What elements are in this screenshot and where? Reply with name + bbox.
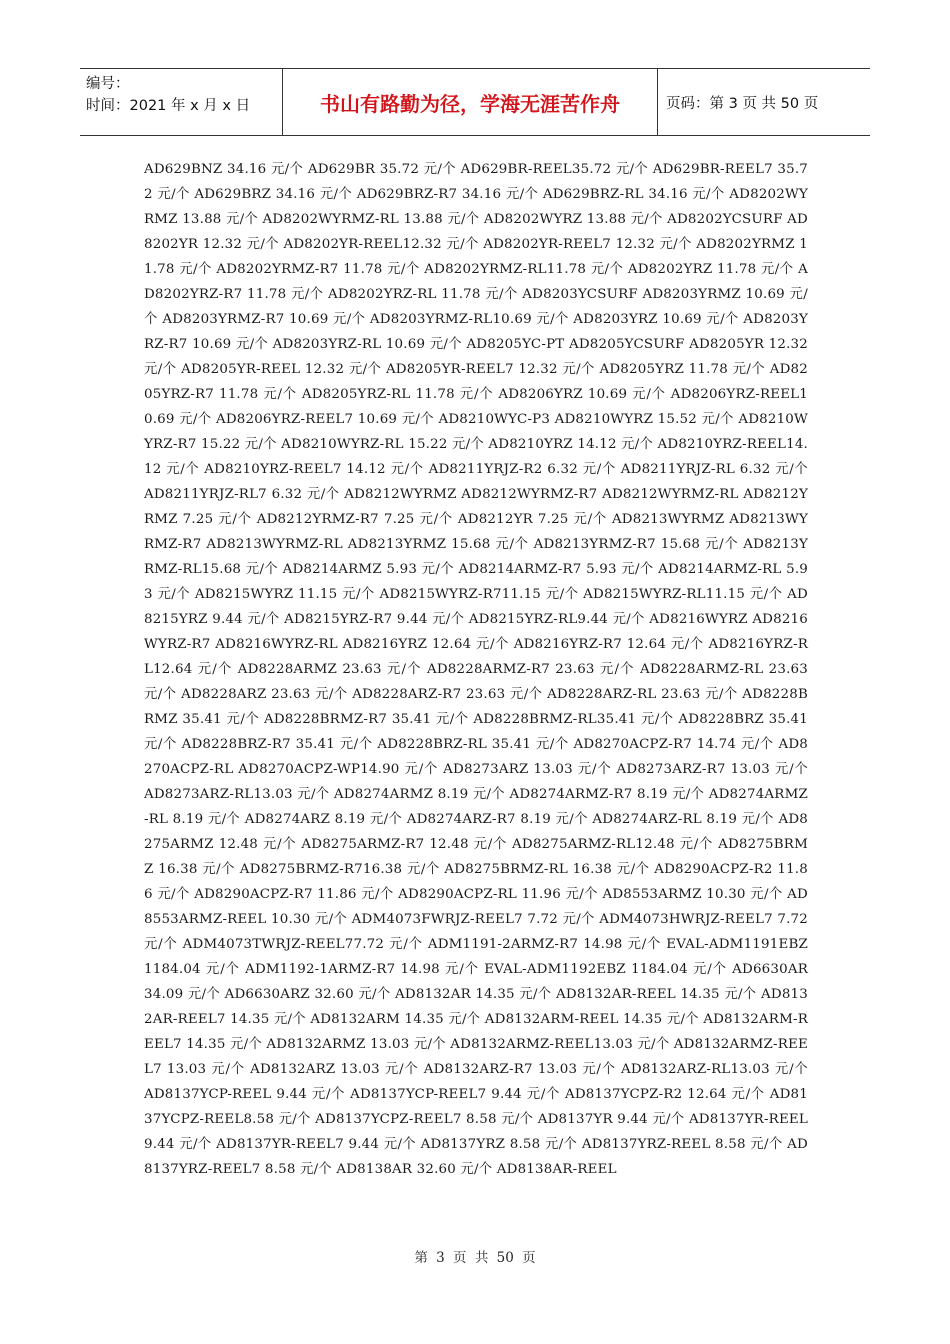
header-page-number: 页码：第 3 页 共 50 页 [666,95,819,112]
header-meta [80,69,282,135]
price-list-body: AD629BNZ 34.16 元/个 AD629BR 35.72 元/个 AD629BR-REEL35.72 元/个 AD629BR-REEL7 35.72 元/个 AD629BRZ 34.16 元/个 AD629BRZ-R7 34.16 元/个 AD629BRZ-RL 34.16 元/个 AD8202WYRMZ 13.88 元/个 AD8202WYRMZ-RL 13.88 元/个 AD8202WYRZ 13.88 元/个 AD8202YCSURF AD8202YR 12.32 元/个 AD8202YR-REEL12.32 元/个 AD8202YR-REEL7 12.32 元/个 AD8202YRMZ 11.78 元/个 AD8202YRMZ-R7 11.78 元/个 AD8202YRMZ-RL11.78 元/个 AD8202YRZ 11.78 元/个 AD8202YRZ-R7 11.78 元/个 AD8202YRZ-RL 11.78 元/个 AD8203YCSURF AD8203YRMZ 10.69 元/个 AD8203YRMZ-R7 10.69 元/个 AD8203YRMZ-RL10.69 元/个 AD8203YRZ 10.69 元/个 AD8203YRZ-R7 10.69 元/个 AD8203YRZ-RL 10.69 元/个 AD8205YC-PT AD8205YCSURF AD8205YR 12.32 元/个 AD8205YR-REEL 12.32 元/个 AD8205YR-REEL7 12.32 元/个 AD8205YRZ 11.78 元/个 AD8205YRZ-R7 11.78 元/个 AD8205YRZ-RL 11.78 元/个 AD8206YRZ 10.69 元/个 AD8206YRZ-REEL10.69 元/个 AD8206YRZ-REEL7 10.69 元/个 AD8210WYC-P3 AD8210WYRZ 15.52 元/个 AD8210WYRZ-R7 15.22 元/个 AD8210WYRZ-RL 15.22 元/个 AD8210YRZ 14.12 元/个 AD8210YRZ-REEL14.12 元/个 AD8210YRZ-REEL7 14.12 元/个 AD8211YRJZ-R2 6.32 元/个 AD8211YRJZ-RL 6.32 元/个 AD8211YRJZ-RL7 6.32 元/个 AD8212WYRMZ AD8212WYRMZ-R7 AD8212WYRMZ-RL AD8212YRMZ 7.25 元/个 AD8212YRMZ-R7 7.25 元/个 AD8212YR 7.25 元/个 AD8213WYRMZ AD8213WYRMZ-R7 AD8213WYRMZ-RL AD8213YRMZ 15.68 元/个 AD8213YRMZ-R7 15.68 元/个 AD8213YRMZ-RL15.68 元/个 AD8214ARMZ 5.93 元/个 AD8214ARMZ-R7 5.93 元/个 AD8214ARMZ-RL 5.93 元/个 AD8215WYRZ 11.15 元/个 AD8215WYRZ-R711.15 元/个 AD8215WYRZ-RL11.15 元/个 AD8215YRZ 9.44 元/个 AD8215YRZ-R7 9.44 元/个 AD8215YRZ-RL9.44 元/个 AD8216WYRZ AD8216WYRZ-R7 AD8216WYRZ-RL AD8216YRZ 12.64 元/个 AD8216YRZ-R7 12.64 元/个 AD8216YRZ-RL12.64 元/个 AD8228ARMZ 23.63 元/个 AD8228ARMZ-R7 23.63 元/个 AD8228ARMZ-RL 23.63 元/个 AD8228ARZ 23.63 元/个 AD8228ARZ-R7 23.63 元/个 AD8228ARZ-RL 23.63 元/个 AD8228BRMZ 35.41 元/个 AD8228BRMZ-R7 35.41 元/个 AD8228BRMZ-RL35.41 元/个 AD8228BRZ 35.41 元/个 AD8228BRZ-R7 35.41 元/个 AD8228BRZ-RL 35.41 元/个 AD8270ACPZ-R7 14.74 元/个 AD8270ACPZ-RL AD8270ACPZ-WP14.90 元/个 AD8273ARZ 13.03 元/个 AD8273ARZ-R7 13.03 元/个 AD8273ARZ-RL13.03 元/个 AD8274ARMZ 8.19 元/个 AD8274ARMZ-R7 8.19 元/个 AD8274ARMZ-RL 8.19 元/个 AD8274ARZ 8.19 元/个 AD8274ARZ-R7 8.19 元/个 AD8274ARZ-RL 8.19 元/个 AD8275ARMZ 12.48 元/个 AD8275ARMZ-R7 12.48 元/个 AD8275ARMZ-RL12.48 元/个 AD8275BRMZ 16.38 元/个 AD8275BRMZ-R716.38 元/个 AD8275BRMZ-RL 16.38 元/个 AD8290ACPZ-R2 11.86 元/个 AD8290ACPZ-R7 11.86 元/个 AD8290ACPZ-RL 11.96 元/个 AD8553ARMZ 10.30 元/个 AD8553ARMZ-REEL 10.30 元/个 ADM4073FWRJZ-REEL7 7.72 元/个 ADM4073HWRJZ-REEL7 7.72 元/个 ADM4073TWRJZ-REEL77.72 元/个 ADM1191-2ARMZ-R7 14.98 元/个 EVAL-ADM1191EBZ 1184.04 元/个 ADM1192-1ARMZ-R7 14.98 元/个 EVAL-ADM1192EBZ 1184.04 元/个 AD6630AR 34.09 元/个 AD6630ARZ 32.60 元/个 AD8132AR 14.35 元/个 AD8132AR-REEL 14.35 元/个 AD8132AR-REEL7 14.35 元/个 AD8132ARM 14.35 元/个 AD8132ARM-REEL 14.35 元/个 AD8132ARM-REEL7 14.35 元/个 AD8132ARMZ 13.03 元/个 AD8132ARMZ-REEL13.03 元/个 AD8132ARMZ-REEL7 13.03 元/个 AD8132ARZ 13.03 元/个 AD8132ARZ-R7 13.03 元/个 AD8132ARZ-RL13.03 元/个 AD8137YCP-REEL 9.44 元/个 AD8137YCP-REEL7 9.44 元/个 AD8137YCPZ-R2 12.64 元/个 AD8137YCPZ-REEL8.58 元/个 AD8137YCPZ-REEL7 8.58 元/个 AD8137YR 9.44 元/个 AD8137YR-REEL9.44 元/个 AD8137YR-REEL7 9.44 元/个 AD8137YRZ 8.58 元/个 AD8137YRZ-REEL 8.58 元/个 AD8137YRZ-REEL7 8.58 元/个 AD8138AR 32.60 元/个 AD8138AR-REEL [144,162,808,1177]
document-number-label: 编号： [86,76,130,92]
page-header [80,68,870,136]
header-motto: 书山有路勤为径，学海无涯苦作舟 [282,69,658,135]
document-date-label: 时间：2021 年 x 月 x 日 [86,98,251,114]
page-footer: 第 3 页 共 50 页 [414,1250,536,1266]
